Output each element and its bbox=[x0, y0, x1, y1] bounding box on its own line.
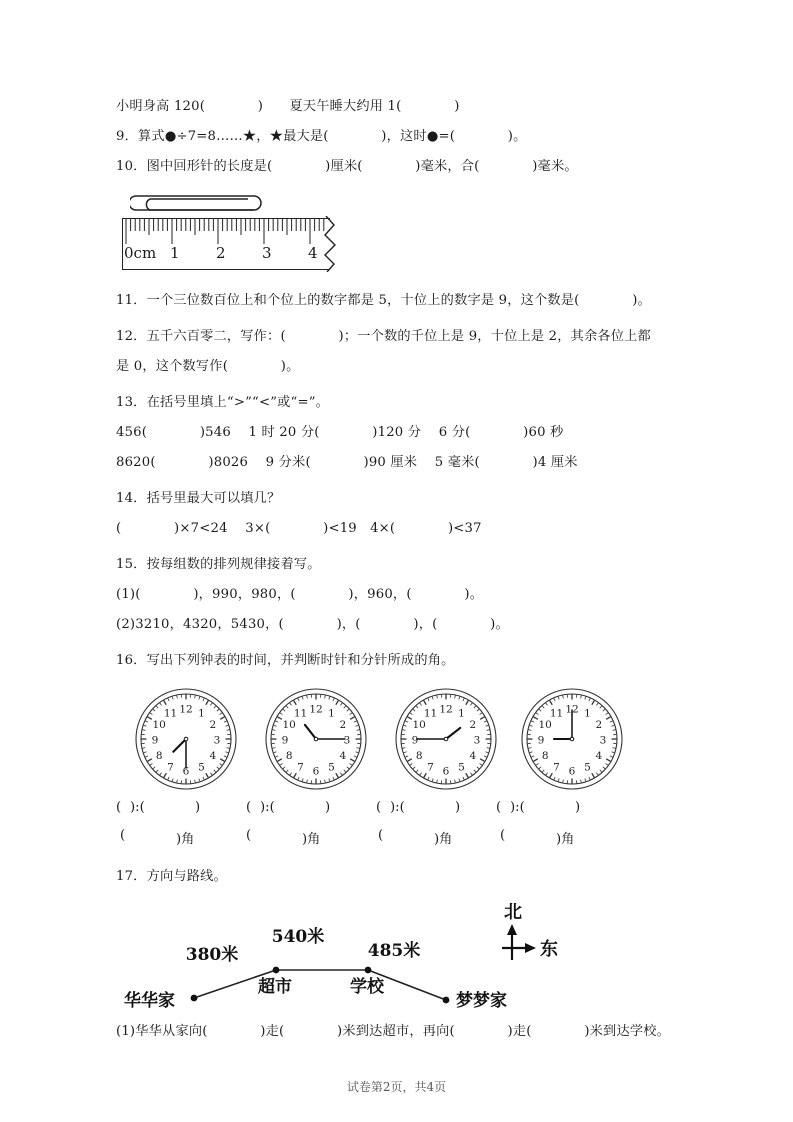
clock-time-blank-2[interactable]: ):( ) bbox=[260, 800, 331, 815]
question-13-row-2: 8620( )8026 9 分米( )90 厘米 5 毫米( )4 厘米 bbox=[116, 455, 578, 470]
svg-text:12: 12 bbox=[439, 703, 453, 716]
question-17-sub-1: (1)华华从家向( )走( )米到达超市，再向( )走( )米到达学校。 bbox=[116, 1024, 670, 1039]
svg-text:5: 5 bbox=[198, 761, 205, 774]
question-13-row-1: 456( )546 1 时 20 分( )120 分 6 分( )60 秒 bbox=[116, 425, 564, 440]
question-12-line1: 12．五千六百零二，写作：( )；一个数的千位上是 9，十位上是 2，其余各位上都 bbox=[116, 329, 651, 344]
svg-text:1: 1 bbox=[458, 707, 465, 720]
svg-text:5: 5 bbox=[328, 761, 335, 774]
svg-text:北: 北 bbox=[504, 902, 522, 923]
svg-text:2: 2 bbox=[595, 719, 603, 731]
question-15-title: 15．按每组数的排列规律接着写。 bbox=[116, 557, 321, 572]
clock-time-blank-4[interactable]: ):( ) bbox=[510, 800, 581, 815]
page-footer: 试卷第2页，共4页 bbox=[346, 1080, 447, 1094]
svg-text:5: 5 bbox=[458, 761, 465, 774]
svg-text:10: 10 bbox=[412, 719, 426, 731]
clock-4 bbox=[520, 684, 624, 794]
svg-text:9: 9 bbox=[281, 734, 289, 747]
question-14-row: ( )×7<24 3×( )<19 4×( )<37 bbox=[116, 521, 482, 536]
route-place-label-4: 梦梦家 bbox=[456, 991, 507, 1011]
route-map-svg bbox=[116, 898, 692, 1018]
clock-time-blank-1[interactable]: ):( ) bbox=[130, 800, 201, 815]
svg-text:7: 7 bbox=[167, 761, 174, 774]
svg-text:10: 10 bbox=[538, 719, 552, 731]
svg-text:10: 10 bbox=[152, 719, 166, 731]
route-distance-label-2: 540米 bbox=[271, 927, 325, 947]
svg-text:9: 9 bbox=[411, 734, 419, 747]
svg-text:6: 6 bbox=[182, 765, 190, 778]
svg-text:6: 6 bbox=[312, 765, 320, 778]
svg-text:2: 2 bbox=[469, 719, 477, 731]
svg-text:11: 11 bbox=[549, 707, 564, 720]
clock-angle-open-paren-1: ( bbox=[120, 828, 126, 843]
svg-text:4: 4 bbox=[209, 750, 217, 762]
question-13-title: 13．在括号里填上“>”“<”或“=”。 bbox=[116, 395, 330, 410]
svg-text:1: 1 bbox=[198, 707, 205, 720]
svg-text:4: 4 bbox=[469, 750, 477, 762]
ruler-label-1: 1 bbox=[170, 244, 180, 262]
svg-text:1: 1 bbox=[328, 707, 335, 720]
ruler-label-0: 0cm bbox=[124, 244, 157, 262]
svg-text:12: 12 bbox=[309, 703, 323, 716]
clock-angle-blank-4[interactable]: )角 bbox=[556, 832, 575, 847]
svg-text:2: 2 bbox=[209, 719, 217, 731]
svg-text:9: 9 bbox=[151, 734, 159, 747]
question-10: 10．图中回形针的长度是( )厘米( )毫米，合( )毫米。 bbox=[116, 159, 578, 174]
clock-angle-open-paren-3: ( bbox=[378, 828, 384, 843]
svg-text:12: 12 bbox=[179, 703, 193, 716]
question-16-title: 16．写出下列钟表的时间，并判断时针和分针所成的角。 bbox=[116, 653, 455, 668]
question-15-row-1: (1)( )，990，980，( )，960，( )。 bbox=[116, 587, 484, 602]
route-map-figure bbox=[116, 898, 692, 1018]
svg-text:3: 3 bbox=[473, 734, 481, 747]
svg-text:4: 4 bbox=[339, 750, 347, 762]
svg-text:1: 1 bbox=[584, 707, 591, 720]
question-17-title: 17．方向与路线。 bbox=[116, 869, 227, 884]
svg-text:8: 8 bbox=[285, 750, 293, 762]
svg-text:8: 8 bbox=[155, 750, 163, 762]
svg-text:6: 6 bbox=[568, 765, 576, 778]
question-unit-line: 小明身高 120( ) 夏天午睡大约用 1( ) bbox=[116, 99, 460, 114]
svg-text:3: 3 bbox=[213, 734, 221, 747]
svg-text:东: 东 bbox=[540, 939, 558, 960]
route-place-label-3: 学校 bbox=[350, 977, 384, 997]
svg-text:7: 7 bbox=[297, 761, 304, 774]
question-9: 9．算式●÷7=8……★，★最大是( )，这时●=( )。 bbox=[116, 129, 527, 144]
svg-text:7: 7 bbox=[427, 761, 434, 774]
svg-text:9: 9 bbox=[537, 734, 545, 747]
svg-text:11: 11 bbox=[423, 707, 438, 720]
svg-text:6: 6 bbox=[442, 765, 450, 778]
clock-angle-open-paren-2: ( bbox=[246, 828, 252, 843]
worksheet-content bbox=[116, 92, 692, 1046]
clock-time-answer-row bbox=[116, 800, 692, 828]
ruler-label-2: 2 bbox=[216, 244, 226, 262]
clock-2 bbox=[264, 684, 368, 794]
question-12-line2: 是 0，这个数写作( )。 bbox=[116, 359, 300, 374]
clock-time-open-paren-2: ( bbox=[246, 800, 252, 815]
question-14-title: 14．括号里最大可以填几？ bbox=[116, 491, 281, 506]
svg-text:5: 5 bbox=[584, 761, 591, 774]
clock-time-open-paren-4: ( bbox=[496, 800, 502, 815]
clock-time-open-paren-1: ( bbox=[116, 800, 122, 815]
clock-time-open-paren-3: ( bbox=[376, 800, 382, 815]
clock-angle-open-paren-4: ( bbox=[500, 828, 506, 843]
ruler-label-4: 4 bbox=[308, 244, 318, 262]
svg-text:8: 8 bbox=[541, 750, 549, 762]
route-distance-label-3: 485米 bbox=[367, 941, 421, 961]
svg-text:10: 10 bbox=[282, 719, 296, 731]
ruler-label-3: 3 bbox=[262, 244, 272, 262]
clock-time-blank-3[interactable]: ):( ) bbox=[390, 800, 461, 815]
question-15-row-2: (2)3210，4320，5430，( )，( )，( )。 bbox=[116, 617, 509, 632]
question-11: 11．一个三位数百位上和个位上的数字都是 5，十位上的数字是 9，这个数是( )。 bbox=[116, 293, 651, 308]
ruler-number-labels bbox=[122, 244, 332, 270]
compass-rose-icon bbox=[502, 902, 558, 960]
clock-3 bbox=[394, 684, 498, 794]
clock-1 bbox=[134, 684, 238, 794]
svg-text:4: 4 bbox=[595, 750, 603, 762]
route-place-label-1: 华华家 bbox=[124, 991, 175, 1011]
ruler-break-zigzag-icon bbox=[322, 216, 344, 272]
ruler-figure bbox=[122, 188, 362, 276]
svg-text:3: 3 bbox=[343, 734, 351, 747]
clock-figures bbox=[116, 684, 692, 800]
clock-angle-blank-2[interactable]: )角 bbox=[302, 832, 321, 847]
svg-text:2: 2 bbox=[339, 719, 347, 731]
svg-text:3: 3 bbox=[599, 734, 607, 747]
svg-text:12: 12 bbox=[565, 703, 579, 716]
svg-text:7: 7 bbox=[553, 761, 560, 774]
svg-text:11: 11 bbox=[293, 707, 308, 720]
route-place-label-2: 超市 bbox=[258, 977, 292, 997]
route-distance-label-1: 380米 bbox=[185, 945, 239, 965]
paperclip-icon bbox=[130, 190, 272, 216]
clock-angle-answer-row bbox=[116, 828, 692, 856]
svg-text:8: 8 bbox=[415, 750, 423, 762]
clock-angle-blank-1[interactable]: )角 bbox=[176, 832, 195, 847]
clock-angle-blank-3[interactable]: )角 bbox=[434, 832, 453, 847]
svg-text:11: 11 bbox=[163, 707, 178, 720]
